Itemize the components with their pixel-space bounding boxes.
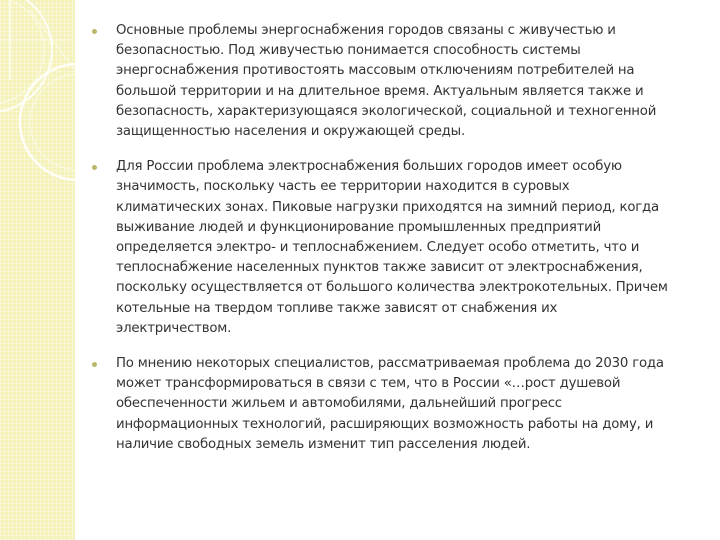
bullet-item	[90, 354, 675, 455]
bullet-text: Основные проблемы энергоснабжения городов связаны с живучестью и безопасностью. Под живучестью понимается способность системы энергоснабжения противостоять массовым отключениям потребителей на большой территории и на длительное время. Актуальным является также и безопасность, характеризующаяся экологической, социальной и техногенной защищенностью населения и окружающей среды.	[116, 23, 657, 140]
decorative-sidebar	[0, 0, 75, 540]
bullet-item	[90, 21, 675, 142]
slide-content	[90, 21, 675, 470]
bullet-dot-icon	[92, 362, 97, 367]
bullet-item	[90, 157, 675, 339]
bullet-text: Для России проблема электроснабжения больших городов имеет особую значимость, поскольку часть ее территории находится в суровых климатических зонах. Пиковые нагрузки приходятся на зимний период, когда выживание людей и функционирование промышленных предприятий определяется электро- и теплоснабжением. Следует особо отметить, что и теплоснабжение населенных пунктов также зависит от электроснабжения, поскольку осуществляется от большого количества электрокотельных. Причем котельные на твердом топливе также зависят от снабжения их электричеством.	[116, 159, 668, 336]
bullet-dot-icon	[92, 165, 97, 170]
decorative-circles-graphic	[0, 0, 75, 540]
bullet-dot-icon	[92, 29, 97, 34]
bullet-text: По мнению некоторых специалистов, рассматриваемая проблема до 2030 года может трансформироваться в связи с тем, что в России «…рост душевой обеспеченности жильем и автомобилями, дальнейший прогресс информационных технологий, расширяющих возможность работы на дому, и наличие свободных земель изменит тип расселения людей.	[116, 356, 664, 452]
